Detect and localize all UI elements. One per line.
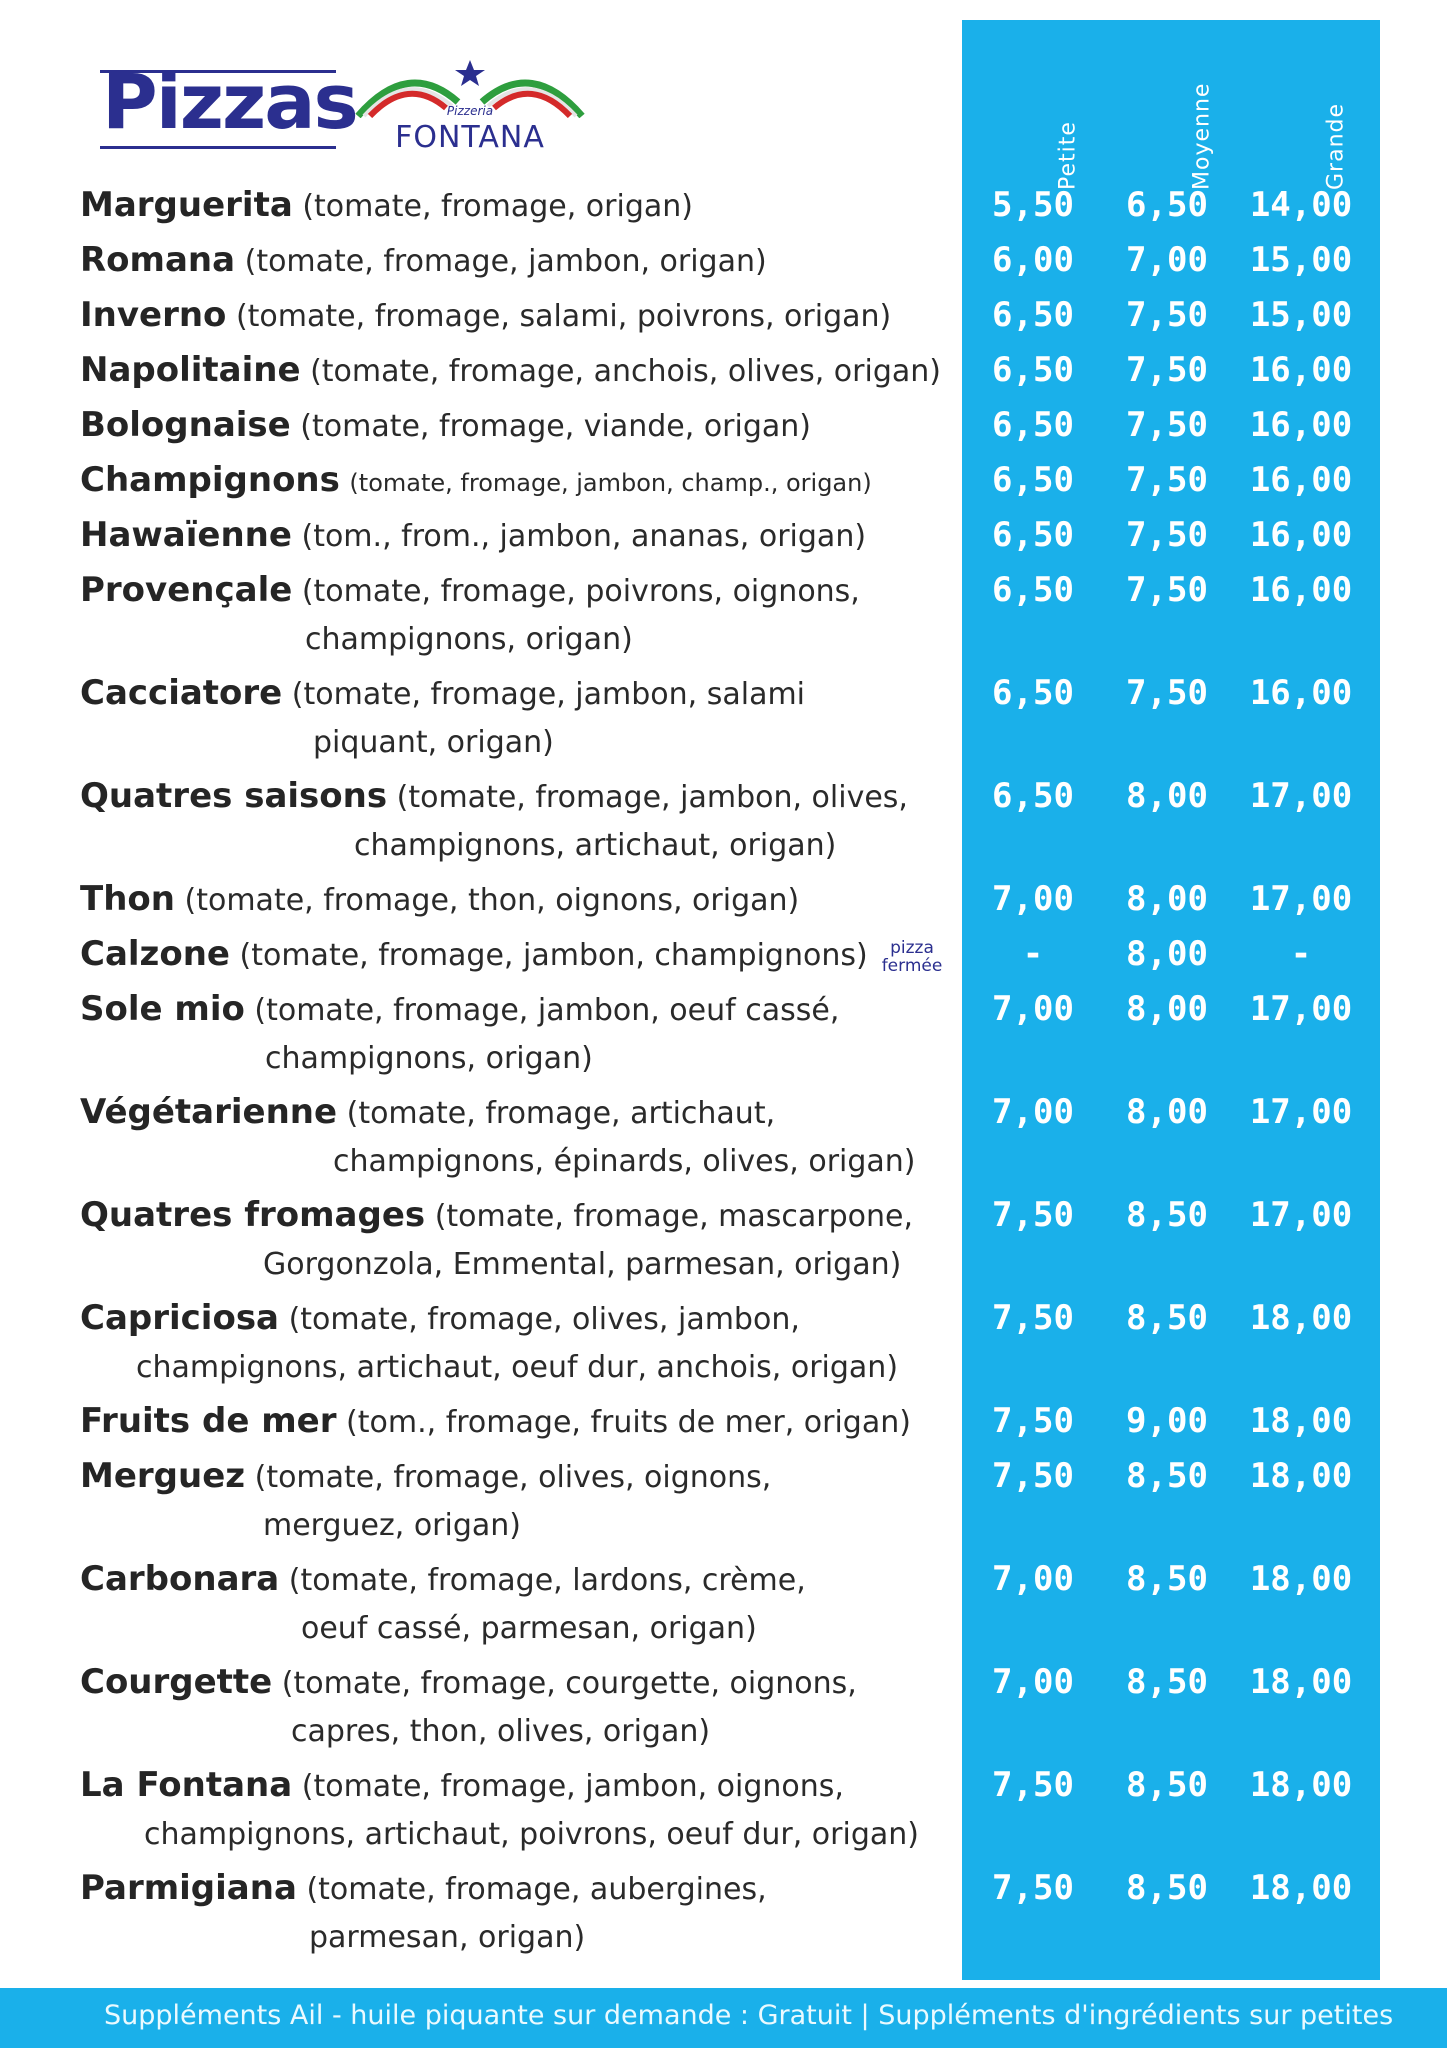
price-petite: 7,50 [992,1765,1074,1805]
item-description: (tomate, fromage, courgette, oignons, [281,1666,857,1701]
item-name: Hawaïenne [80,515,292,555]
item-text [80,235,960,287]
size-header-grande [1316,60,1356,190]
item-text [80,1396,960,1448]
item-name: Cacciatore [80,673,283,713]
item-text [80,1087,960,1139]
price-moyenne: 7,50 [1126,673,1208,713]
logo-name: FONTANA [395,120,545,155]
item-text [80,668,960,720]
item-description-continued: oeuf cassé, parmesan, origan) [301,1611,757,1646]
price-grande: 16,00 [1249,460,1353,500]
item-description: (tom., fromage, fruits de mer, origan) [346,1405,911,1440]
price-petite: 5,50 [992,185,1074,225]
price-petite: 6,50 [992,515,1074,555]
item-description: (tomate, fromage, jambon, olives, [396,780,908,815]
item-text [80,510,960,562]
item-description: (tomate, fromage, aubergines, [306,1872,767,1907]
item-description: (tomate, fromage, jambon, champignons) [239,938,868,973]
price-moyenne: 8,00 [1126,776,1208,816]
item-name: Végétarienne [80,1092,338,1132]
item-description-continued: capres, thon, olives, origan) [291,1714,711,1749]
price-moyenne: 7,50 [1126,350,1208,390]
price-petite: 7,50 [992,1298,1074,1338]
item-name: Marguerita [80,185,293,225]
item-text [80,1657,960,1709]
item-description: (tomate, fromage, olives, oignons, [254,1460,772,1495]
size-label-grande: Grande [1323,102,1349,190]
item-name: Quatres fromages [80,1195,426,1235]
price-grande: 18,00 [1249,1868,1353,1908]
item-description-continued: champignons, origan) [265,1041,593,1076]
price-petite: 6,00 [992,240,1074,280]
item-name: Thon [80,879,175,919]
item-description-continued: champignons, artichaut, poivrons, oeuf dur, origan) [144,1817,919,1852]
price-moyenne: 7,00 [1126,240,1208,280]
item-text [80,400,960,452]
item-description: (tomate, fromage, lardons, crème, [288,1563,806,1598]
price-grande: 16,00 [1249,350,1353,390]
item-name: Bolognaise [80,405,291,445]
price-petite: 7,00 [992,879,1074,919]
item-name: Courgette [80,1662,273,1702]
price-petite: 6,50 [992,570,1074,610]
price-grande: 15,00 [1249,240,1353,280]
item-text [80,874,960,926]
footer-band [0,1988,1447,2048]
size-label-petite: Petite [1055,121,1081,190]
price-grande: 18,00 [1249,1765,1353,1805]
price-moyenne: 9,00 [1126,1401,1208,1441]
price-moyenne: 8,50 [1126,1298,1208,1338]
price-grande: 17,00 [1249,776,1353,816]
price-grande: 18,00 [1249,1401,1353,1441]
price-petite: - [1022,934,1044,974]
item-description-continued: Gorgonzola, Emmental, parmesan, origan) [263,1247,902,1282]
item-description: (tomate, fromage, thon, oignons, origan) [184,883,800,918]
price-moyenne: 8,00 [1126,934,1208,974]
item-description: (tomate, fromage, artichaut, [346,1096,776,1131]
price-moyenne: 8,50 [1126,1195,1208,1235]
item-description: (tomate, fromage, jambon, salami [291,677,806,712]
item-description: (tomate, fromage, anchois, olives, origan) [310,354,941,389]
item-description: (tomate, fromage, poivrons, oignons, [301,574,860,609]
item-name: Romana [80,240,236,280]
price-moyenne: 7,50 [1126,460,1208,500]
item-description-continued: merguez, origan) [263,1508,521,1543]
item-text [80,1760,960,1812]
price-moyenne: 8,50 [1126,1765,1208,1805]
item-description: (tomate, fromage, jambon, oeuf cassé, [254,993,840,1028]
logo-subtitle: Pizzeria [446,104,494,118]
menu-title-block [100,57,357,152]
item-text [80,984,960,1036]
item-name: Capriciosa [80,1298,280,1338]
price-moyenne: 7,50 [1126,295,1208,335]
item-description-continued: champignons, artichaut, oeuf dur, anchois, origan) [136,1350,899,1385]
item-description: (tomate, fromage, origan) [302,189,693,224]
price-petite: 6,50 [992,776,1074,816]
size-header-petite [1048,60,1088,190]
price-moyenne: 8,50 [1126,1868,1208,1908]
item-description: (tom., from., jambon, ananas, origan) [301,519,867,554]
item-text [80,1554,960,1606]
item-text [80,180,960,232]
price-grande: 17,00 [1249,1195,1353,1235]
price-grande: 16,00 [1249,405,1353,445]
fontana-logo [350,58,590,158]
item-name: Quatres saisons [80,776,388,816]
price-moyenne: 8,50 [1126,1559,1208,1599]
price-grande: 17,00 [1249,1092,1353,1132]
price-grande: 17,00 [1249,989,1353,1029]
item-description: (tomate, fromage, jambon, origan) [244,244,767,279]
item-name: Parmigiana [80,1868,297,1908]
item-text [80,1190,960,1242]
price-petite: 7,50 [992,1401,1074,1441]
price-grande: 18,00 [1249,1298,1353,1338]
price-petite: 6,50 [992,460,1074,500]
price-moyenne: 8,00 [1126,1092,1208,1132]
item-text [80,1451,960,1503]
item-description-continued: champignons, artichaut, origan) [354,828,837,863]
item-description-continued: piquant, origan) [313,725,554,760]
price-grande: 18,00 [1249,1662,1353,1702]
price-moyenne: 7,50 [1126,405,1208,445]
item-description: (tomate, fromage, mascarpone, [434,1199,914,1234]
item-description: (tomate, fromage, salami, poivrons, origan) [235,299,892,334]
item-note-line: pizza [890,937,934,958]
item-name: Champignons [80,460,340,500]
price-grande: 14,00 [1249,185,1353,225]
price-grande: 18,00 [1249,1456,1353,1496]
item-text [80,345,960,397]
item-description: (tomate, fromage, jambon, oignons, [301,1769,844,1804]
item-text [80,455,960,508]
title-rule-bottom [100,146,336,149]
price-petite: 6,50 [992,295,1074,335]
price-moyenne: 8,50 [1126,1662,1208,1702]
price-grande: - [1290,934,1312,974]
item-name: La Fontana [80,1765,293,1805]
price-moyenne: 8,00 [1126,879,1208,919]
price-moyenne: 7,50 [1126,515,1208,555]
item-description: (tomate, fromage, olives, jambon, [288,1302,800,1337]
size-label-moyenne: Moyenne [1189,82,1215,190]
item-name: Merguez [80,1456,246,1496]
price-moyenne: 7,50 [1126,570,1208,610]
price-moyenne: 6,50 [1126,185,1208,225]
price-petite: 7,50 [992,1195,1074,1235]
price-petite: 7,00 [992,989,1074,1029]
price-grande: 16,00 [1249,673,1353,713]
price-grande: 16,00 [1249,515,1353,555]
size-header-moyenne [1182,60,1222,190]
price-moyenne: 8,50 [1126,1456,1208,1496]
price-grande: 18,00 [1249,1559,1353,1599]
item-description: (tomate, fromage, jambon, champ., origan) [349,469,872,497]
item-description-continued: parmesan, origan) [309,1920,586,1955]
price-grande: 15,00 [1249,295,1353,335]
item-name: Provençale [80,570,293,610]
item-name: Sole mio [80,989,245,1029]
item-text [80,1863,960,1915]
footer-supplements-text: Suppléments Ail - huile piquante sur demande : Gratuit | Suppléments d'ingrédients sur petites [104,2000,1394,2031]
item-text [80,565,960,617]
price-petite: 7,50 [992,1456,1074,1496]
price-petite: 7,00 [992,1092,1074,1132]
item-note-line: fermée [881,955,943,976]
item-description-continued: champignons, origan) [305,622,633,657]
item-name: Fruits de mer [80,1401,337,1441]
price-grande: 16,00 [1249,570,1353,610]
price-moyenne: 8,00 [1126,989,1208,1029]
price-petite: 7,00 [992,1559,1074,1599]
item-description-continued: champignons, épinards, olives, origan) [333,1144,916,1179]
price-petite: 6,50 [992,405,1074,445]
item-text [80,1293,960,1345]
item-name: Calzone [80,934,230,974]
item-note [882,939,943,975]
item-name: Inverno [80,295,227,335]
item-text [80,771,960,823]
item-name: Napolitaine [80,350,301,390]
price-petite: 7,00 [992,1662,1074,1702]
price-petite: 6,50 [992,350,1074,390]
item-text [80,929,960,981]
item-name: Carbonara [80,1559,280,1599]
page-title: Pizzas [102,57,357,146]
price-petite: 6,50 [992,673,1074,713]
item-description: (tomate, fromage, viande, origan) [300,409,811,444]
price-grande: 17,00 [1249,879,1353,919]
price-petite: 7,50 [992,1868,1074,1908]
item-text [80,290,960,342]
